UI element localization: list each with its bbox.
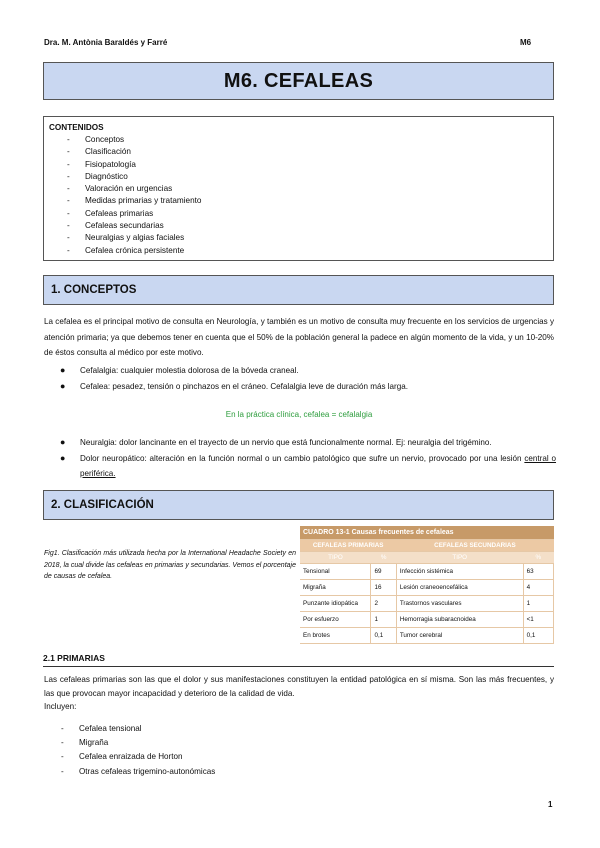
- bullet-icon: ●: [60, 380, 66, 391]
- module-code: M6: [520, 38, 532, 47]
- bullet-icon: ●: [60, 437, 66, 447]
- primary-paragraph: Las cefaleas primarias son las que el dolor y sus manifestaciones constituyen la entidad patológica en sí misma. Son las más frecuentes, y las que provocan mayor incapacidad y deterioro de la calidad de vida.: [44, 675, 554, 698]
- contents-item: - Conceptos: [67, 135, 125, 144]
- cell: Migraña: [300, 580, 371, 596]
- contents-item: - Cefaleas primarias: [67, 208, 154, 218]
- table-row: [300, 564, 554, 580]
- underlined-text: central o periférica.: [80, 453, 557, 478]
- definition-list: [44, 363, 554, 394]
- contents-item: - Valoración en urgencias: [67, 184, 173, 194]
- cell: Trastornos vasculares: [396, 596, 523, 612]
- contents-item: - Cefalea crónica persistente: [67, 245, 185, 255]
- clinical-note: En la práctica clínica, cefalea = cefalalgia: [225, 410, 373, 419]
- table-row: [300, 628, 554, 644]
- table-group-row: [300, 540, 554, 552]
- cell: Por esfuerzo: [300, 612, 371, 628]
- cell: Hemorragia subaracnoidea: [396, 612, 523, 628]
- list-item: - Cefalea enraizada de Horton: [61, 752, 183, 762]
- list-item: ● Neuralgia: dolor lancinante en el trayecto de un nervio que está funcionalmente normal. Ej: neuralgia del trigémino.: [44, 435, 556, 451]
- subsection-heading: 2.1 PRIMARIAS: [43, 653, 554, 667]
- list-item: - Cefalea tensional: [61, 724, 142, 733]
- page-number: 1: [548, 800, 553, 809]
- cell: 0,1: [523, 628, 553, 644]
- col-pct: %: [371, 552, 396, 564]
- contents-heading: CONTENIDOS: [49, 123, 104, 132]
- col-tipo: TIPO: [396, 552, 523, 564]
- cell: 1: [371, 612, 396, 628]
- cell: 16: [371, 580, 396, 596]
- page-title: M6. CEFALEAS: [43, 62, 554, 100]
- cell: Punzante idiopática: [300, 596, 371, 612]
- cell: Tumor cerebral: [396, 628, 523, 644]
- list-item: ● Dolor neuropático: alteración en la función normal o un cambio patológico que sufre un nervio, provocado por una lesión central o periférica.: [60, 452, 557, 478]
- col-tipo: TIPO: [300, 552, 371, 564]
- group-secondary: CEFALEAS SECUNDARIAS: [396, 540, 553, 552]
- figure-caption: Fig1. Clasificación más utilizada hecha por la International Headache Society en 2018, la cual divide las cefaleas en primarias y secundarias. Vemos el porcentaje de causas de cefalea.: [44, 550, 296, 580]
- group-primary: CEFALEAS PRIMARIAS: [300, 540, 396, 552]
- section-heading-conceptos: 1. CONCEPTOS: [43, 275, 554, 305]
- table-caption: CUADRO 13-1 Causas frecuentes de cefaleas: [300, 526, 554, 540]
- list-item: - Migraña: [61, 738, 109, 748]
- cell: En brotes: [300, 628, 371, 644]
- table-row: [300, 580, 554, 596]
- list-item: ● Cefalalgia: cualquier molestia dolorosa de la bóveda craneal.: [44, 363, 554, 379]
- headache-causes-table: [300, 526, 554, 644]
- cell: Lesión craneoencefálica: [396, 580, 523, 596]
- cell: Tensional: [300, 564, 371, 580]
- table-row: [300, 596, 554, 612]
- cell: 1: [523, 596, 553, 612]
- cell: 63: [523, 564, 553, 580]
- intro-paragraph: La cefalea es el principal motivo de consulta en Neurología, y también es un motivo de consulta muy frecuente en los servicios de urgencias y atención primaria; ya que debemos tener en cuenta que el 50% de la población general la padece en algún momento de la vida, y un 10-20% de éstos consulta al médico por este motivo.: [44, 317, 554, 357]
- contents-item: - Medidas primarias y tratamiento: [67, 196, 202, 206]
- cell: 0,1: [371, 628, 396, 644]
- cell: 2: [371, 596, 396, 612]
- cell: Infección sistémica: [396, 564, 523, 580]
- contents-item: - Clasificación: [67, 147, 131, 157]
- list-item: ● Cefalea: pesadez, tensión o pinchazos en el cráneo. Cefalalgia leve de duración más larga.: [44, 379, 554, 395]
- contents-item: - Diagnóstico: [67, 171, 128, 181]
- table-header-row: [300, 552, 554, 564]
- primary-types-list: [44, 722, 554, 779]
- definition-list-2: [44, 435, 556, 482]
- cell: 69: [371, 564, 396, 580]
- document-author: Dra. M. Antònia Baraldés y Farré: [44, 38, 168, 47]
- list-item: - Otras cefaleas trigemino-autonómicas: [61, 766, 216, 776]
- bullet-icon: ●: [60, 365, 66, 375]
- col-pct: %: [523, 552, 553, 564]
- bullet-icon: ●: [60, 452, 66, 463]
- contents-item: - Cefaleas secundarias: [67, 221, 164, 231]
- contents-item: - Neuralgias y algias faciales: [67, 233, 185, 243]
- cell: 4: [523, 580, 553, 596]
- contents-list: [49, 134, 548, 257]
- table-row: [300, 612, 554, 628]
- section-heading-clasificacion: 2. CLASIFICACIÓN: [43, 490, 554, 520]
- table-caption-row: [300, 526, 554, 540]
- cell: <1: [523, 612, 553, 628]
- contents-item: - Fisiopatología: [67, 159, 136, 169]
- contents-box: [43, 116, 554, 261]
- includes-label: Incluyen:: [44, 702, 77, 711]
